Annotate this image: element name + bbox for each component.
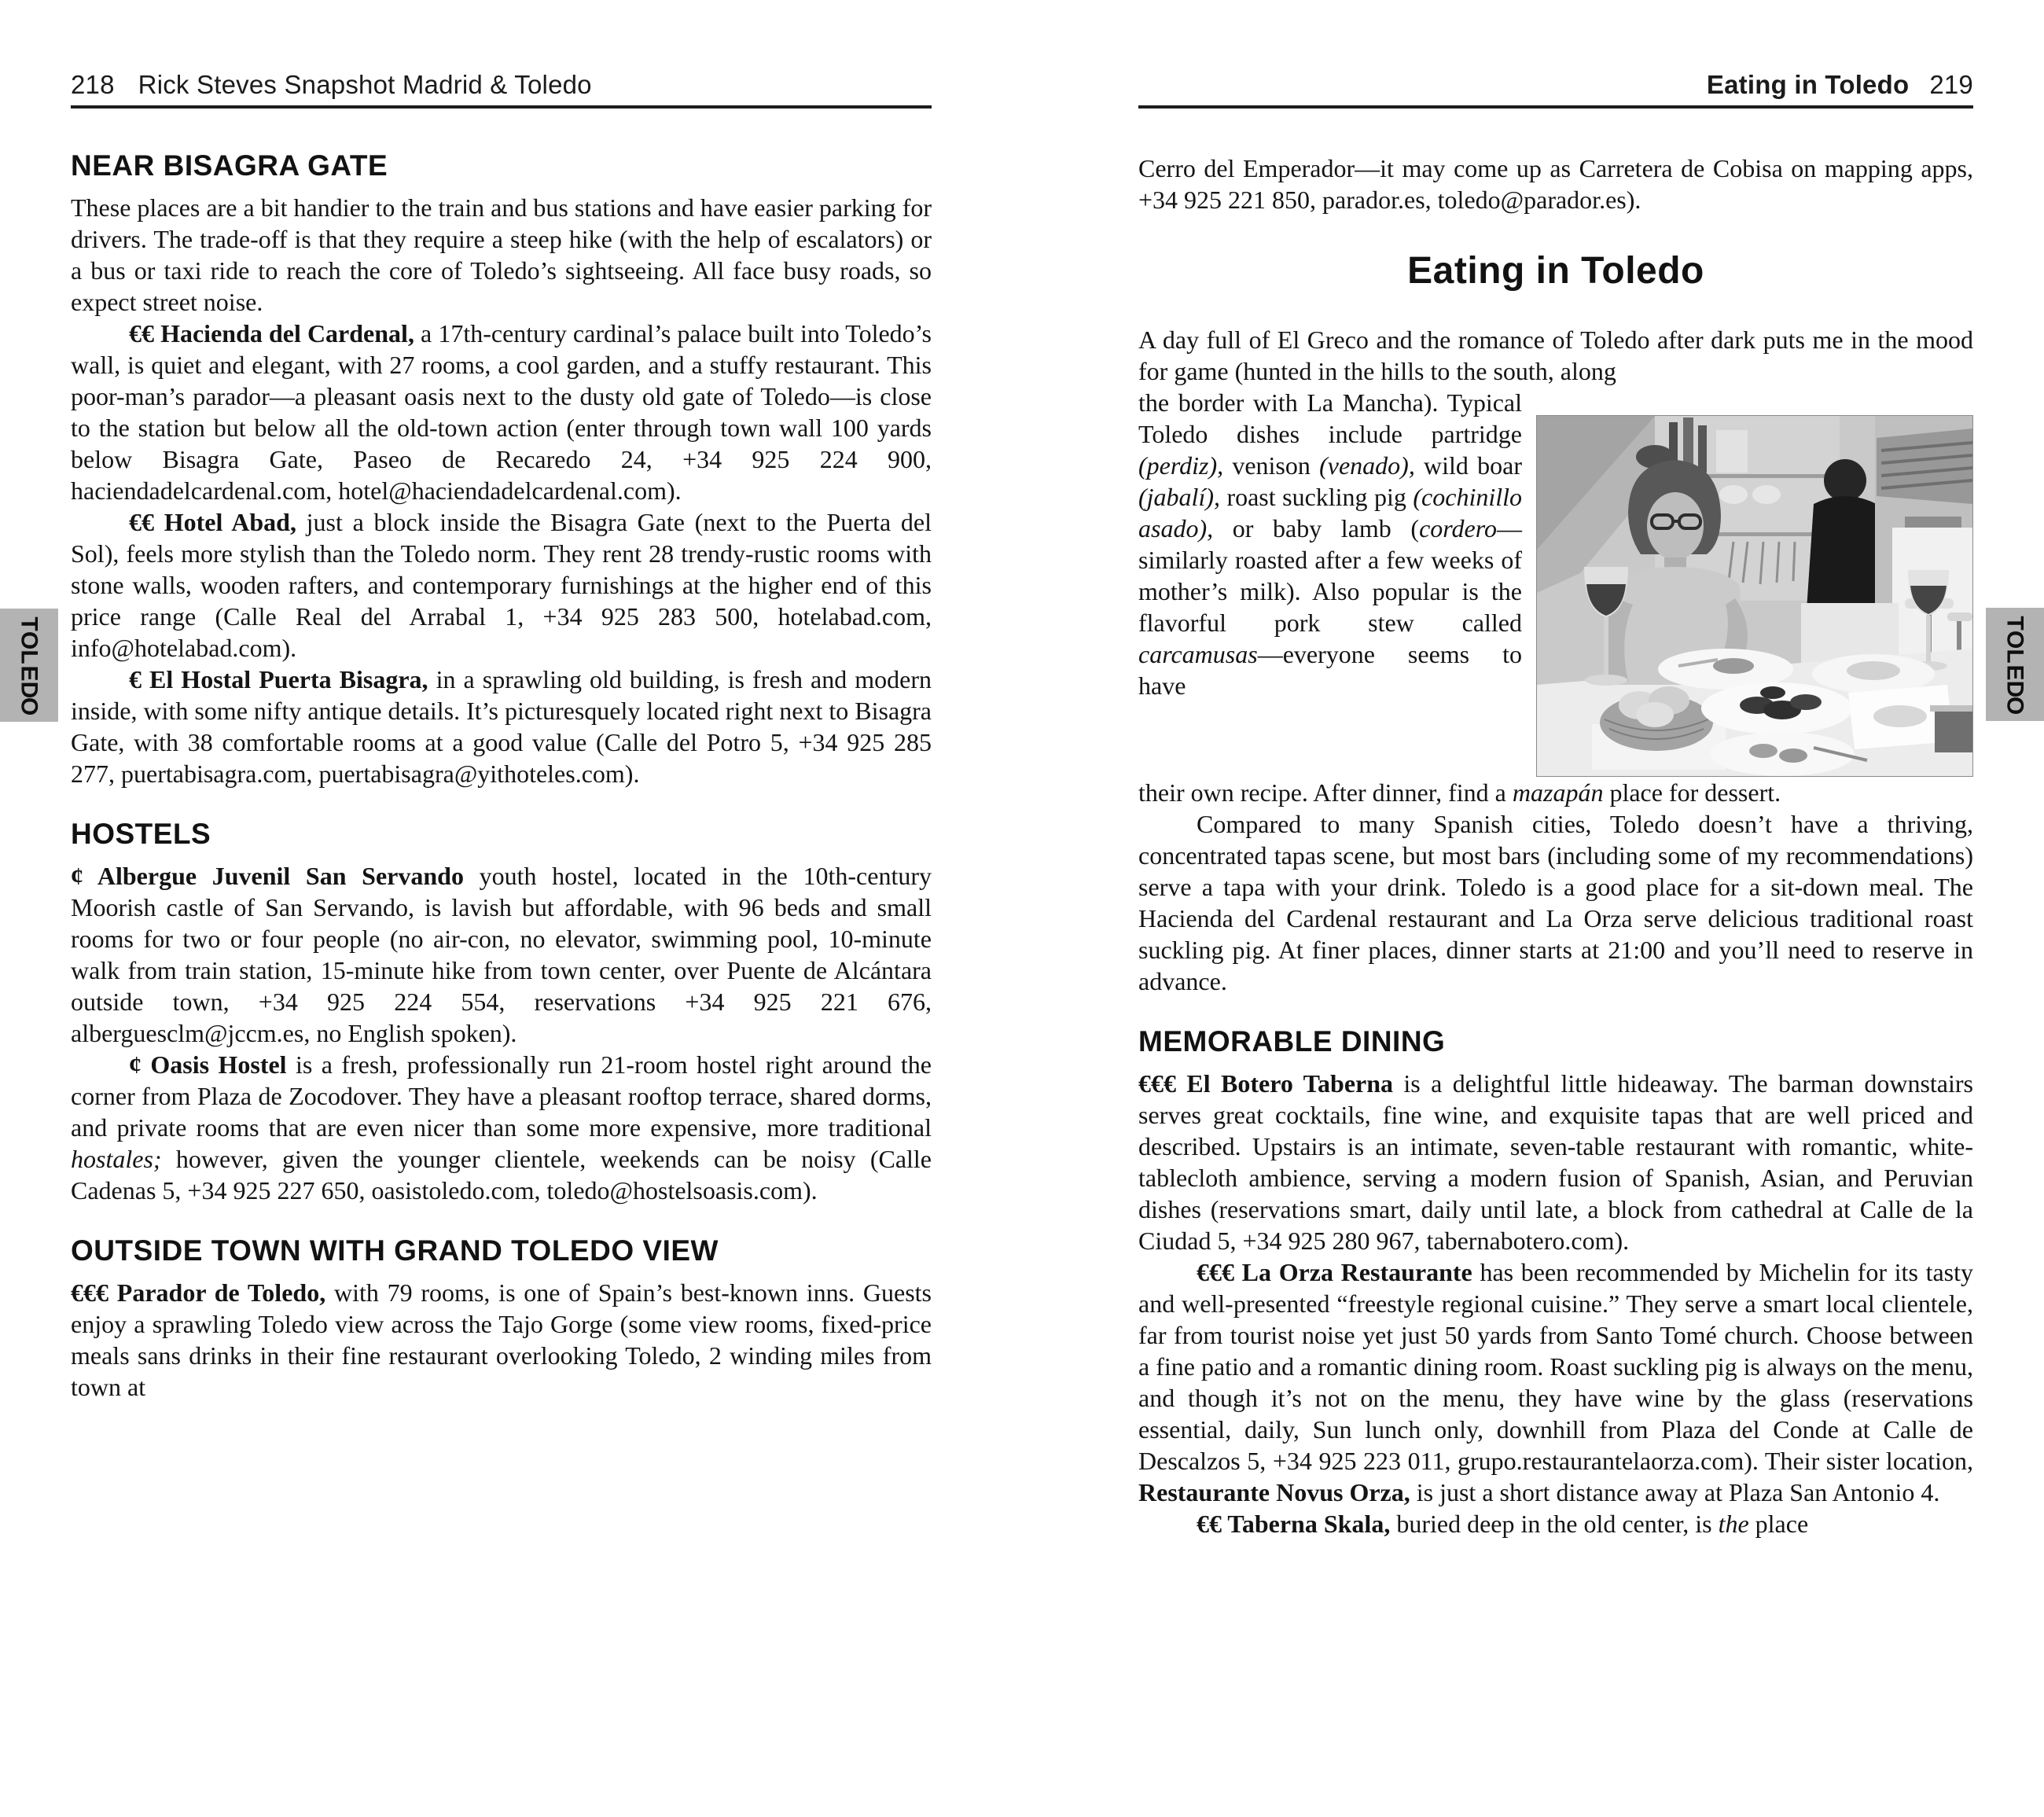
vent-hood <box>1877 429 1972 504</box>
heading-memorable-dining: MEMORABLE DINING <box>1138 1025 1446 1057</box>
paragraph-eating-intro-beside-photo: the border with La Mancha). Typical Toledo dishes include partridge (perdiz), venison (venado), wild boar (jabalí), roast suckling pig (cochinillo asado), or baby lamb (cordero—similarly roasted after a few weeks of mother’s milk). Also popular is the flavorful pork stew called carcamusas—everyone seems to have <box>1138 388 1523 700</box>
heading-hostels: HOSTELS <box>71 818 211 850</box>
paragraph-parador-de-toledo: €€€ Parador de Toledo, with 79 rooms, is one of Spain’s best-known inns. Guests enjoy a sprawling Toledo view across the Tajo Gorge (some view rooms, fixed-price meals sans drinks in their fine restaurant overlooking Toledo, 2 winding miles from town at <box>71 1278 932 1401</box>
running-head-right <box>1138 69 1973 101</box>
eating-intro-block <box>1138 324 1973 808</box>
running-title-right: Eating in Toledo <box>1706 70 1910 99</box>
toledo-tab-right: T O L E D O <box>1986 608 2044 721</box>
paragraph-parador-continuation: Cerro del Emperador—it may come up as Carretera de Cobisa on mapping apps, +34 925 221 850, parador.es, toledo@parador.es). <box>1138 154 1973 214</box>
paragraph-hotel-abad: €€ Hotel Abad, just a block inside the Bisagra Gate (next to the Puerta del Sol), feels more stylish than the Toledo norm. They rent 28 trendy-rustic rooms with stone walls, wooden rafters, and contemporary furnishings at the higher end of this price range (Calle Real del Arrabal 1, +34 925 283 500, hotelabad.com, info@hotelabad.com). <box>71 508 932 662</box>
chapter-heading-eating-in-toledo: Eating in Toledo <box>1407 250 1704 292</box>
waiter-figure <box>1824 459 1866 502</box>
paragraph-oasis-hostel: ¢ Oasis Hostel is a fresh, professionally run 21-room hostel right around the corner from Plaza de Zocodover. They have a pleasant rooftop terrace, shared dorms, and private rooms that are even nicer than some more expensive, more traditional hostales; however, given the younger clientele, weekends can be noisy (Calle Cadenas 5, +34 925 227 650, oasistoledo.com, toledo@hostelsoasis.com). <box>71 1050 932 1205</box>
paragraph-la-orza-restaurante: €€€ La Orza Restaurante has been recommended by Michelin for its tasty and well-presented “freestyle regional cuisine.” They serve a smart local clientele, far from tourist noise yet just 50 yards from Santo Tomé church. Choose between a fine patio and a romantic dining room. Roast suckling pig is always on the menu, and though it’s not on the menu, they have wine by the glass (reservations essential, daily, Sun lunch only, downhill from Plaza del Conde at Calle de Descalzos 5, +34 925 223 011, grupo.restaurantelaorza.com). Their sister location, Restaurante Novus Orza, is just a short distance away at Plaza San Antonio 4. <box>1138 1258 1974 1506</box>
bar-stool <box>1947 612 1972 621</box>
restaurant-photo-illustration <box>1537 416 1972 776</box>
page-number-left: 218 <box>71 70 115 99</box>
bottle <box>1698 425 1707 473</box>
running-head-left <box>71 69 932 101</box>
paragraph-albergue-juvenil: ¢ Albergue Juvenil San Servando youth hostel, located in the 10th-century Moorish castle of San Servando, is lavish but affordable, with 96 beds and small rooms for two or four people (no air-con, no elevator, swimming pool, 10-minute walk from train station, 15-minute hike from town center, over Puente de Alcántara outside town, +34 925 224 554, reservations +34 925 221 676, alberguesclm@jccm.es, no English spoken). <box>71 862 932 1047</box>
woman-face <box>1647 492 1704 560</box>
page-219 <box>1138 69 1973 1539</box>
heading-outside-town: OUTSIDE TOWN WITH GRAND TOLEDO VIEW <box>71 1234 719 1267</box>
page-218 <box>71 69 932 1403</box>
plate-dark-meat <box>1701 682 1852 734</box>
tray <box>1935 708 1972 752</box>
heading-near-bisagra-gate: NEAR BISAGRA GATE <box>71 149 388 182</box>
paragraph-eating-intro-end: their own recipe. After dinner, find a mazapán place for dessert. <box>1138 778 1781 807</box>
paragraph-compared-to-spanish-cities: Compared to many Spanish cities, Toledo doesn’t have a thriving, concentrated tapas scene, but most bars (including some of my recommendations) serve a tapa with your drink. Toledo is a good place for a sit-down meal. The Hacienda del Cardenal restaurant and La Orza serve delicious traditional roast suckling pig. At finer places, dinner starts at 21:00 and you’ll need to reserve in advance. <box>1138 810 1973 995</box>
restaurant-dining-photo <box>1536 415 1973 777</box>
page-number-right: 219 <box>1929 70 1973 99</box>
toledo-tab-left: T O L E D O <box>0 609 58 722</box>
header-rule-left <box>71 105 932 109</box>
paragraph-el-hostal-puerta-bisagra: € El Hostal Puerta Bisagra, in a sprawling old building, is fresh and modern inside, with some nifty antique details. It’s picturesquely located right next to Bisagra Gate, with 38 comfortable rooms at a good value (Calle del Potro 5, +34 925 285 277, puertabisagra.com, puertabisagra@yithoteles.com). <box>71 665 932 788</box>
paragraph-eating-intro-start: A day full of El Greco and the romance of Toledo after dark puts me in the mood for game (hunted in the hills to the south, along <box>1138 326 1973 385</box>
paragraph-el-botero-taberna: €€€ El Botero Taberna is a delightful little hideaway. The barman downstairs serves great cocktails, fine wine, and exquisite tapas that are well priced and described. Upstairs is an intimate, seven-table restaurant with romantic, white-tablecloth ambience, serving a modern fusion of Spanish, Asian, and Peruvian dishes (reservations smart, daily until late, a block from cathedral at Calle de la Ciudad 5, +34 925 280 967, tabernabotero.com). <box>1138 1069 1974 1255</box>
paragraph-hacienda-del-cardenal: €€ Hacienda del Cardenal, a 17th-century cardinal’s palace built into Toledo’s wall, is quiet and elegant, with 27 rooms, a cool garden, and a stuffy restaurant. This poor-man’s parador—a pleasant oasis next to the dusty old gate of Toledo—is close to the station but below all the old-town action (enter through town wall 100 yards below Bisagra Gate, Paseo de Recaredo 24, +34 925 224 900, haciendadelcardenal.com, hotel@haciendadelcardenal.com). <box>71 319 932 505</box>
paragraph-near-bisagra-intro: These places are a bit handier to the train and bus stations and have easier parking for drivers. The trade-off is that they require a steep hike (with the help of escalators) or a bus or taxi ride to reach the core of Toledo’s sightseeing. All face busy roads, so expect street noise. <box>71 193 932 316</box>
paragraph-taberna-skala: €€ Taberna Skala, buried deep in the old center, is the place <box>1197 1510 1809 1538</box>
running-title-left: Rick Steves Snapshot Madrid & Toledo <box>138 70 592 99</box>
header-rule-right <box>1138 105 1973 109</box>
